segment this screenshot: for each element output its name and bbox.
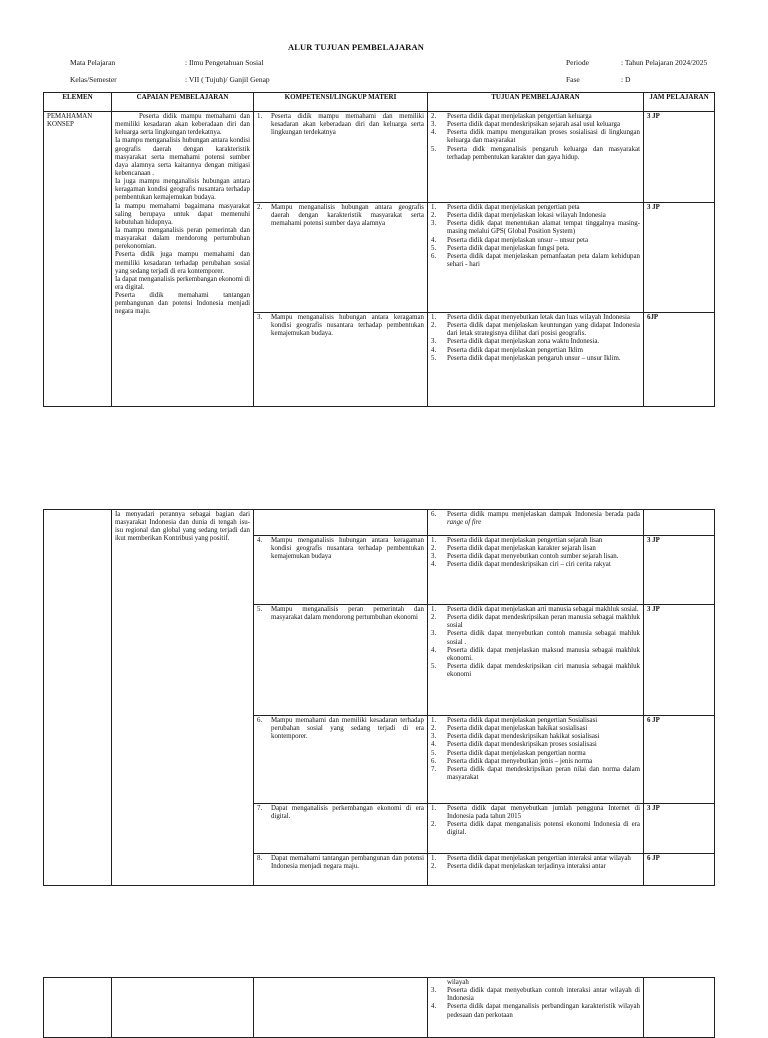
list-item bbox=[431, 855, 640, 863]
kelas-label: Kelas/Semester bbox=[70, 75, 117, 84]
tujuan-cell bbox=[428, 716, 644, 804]
item-text: Peserta didik dapat menjelaskan pengertian Iklim bbox=[447, 346, 584, 354]
item-number: 3. bbox=[431, 338, 437, 346]
item-text: Peserta didik dapat menjelaskan fungsi peta. bbox=[447, 244, 570, 252]
item-number: 3. bbox=[431, 987, 437, 995]
kompetensi-cell-empty bbox=[254, 978, 428, 1038]
list-item bbox=[431, 220, 640, 236]
jam-cell-empty bbox=[644, 978, 715, 1038]
list-item bbox=[431, 537, 640, 545]
list-item bbox=[431, 647, 640, 663]
jam-cell: 6JP bbox=[644, 313, 715, 407]
item-text: Peserta didik dapat menyebutkan contoh manusia sebagai mahluk sosial . bbox=[447, 630, 640, 646]
kompetensi-text: Peserta didik mampu memahami dan memiliki kesadaran akan keberadaan diri dan keluarga serta lingkungan terdekatnya bbox=[271, 113, 424, 137]
item-text: Peserta didik dapat menjelaskan karakter sejarah lisan bbox=[447, 545, 596, 553]
list-item bbox=[431, 561, 640, 569]
jam-cell: 6 JP bbox=[644, 716, 715, 804]
item-text bbox=[447, 511, 640, 527]
kompetensi-cell bbox=[254, 313, 428, 407]
list-item bbox=[431, 741, 640, 749]
list-item bbox=[431, 212, 640, 220]
kompetensi-cell bbox=[254, 854, 428, 886]
item-number: 2. bbox=[431, 614, 437, 622]
item-number: 5. bbox=[431, 749, 437, 757]
list-item bbox=[431, 606, 640, 614]
table-row bbox=[44, 978, 715, 1038]
item-text: Peserta didik dapat menjelaskan pengertian sejarah lisan bbox=[447, 537, 603, 544]
item-text: Peserta didik dapat menjelaskan arti manusia sebagai makhluk sosial. bbox=[447, 606, 639, 613]
list-item bbox=[431, 237, 640, 245]
kompetensi-text: Dapat menganalisis perkembangan ekonomi di era digital. bbox=[271, 805, 424, 821]
list-item bbox=[431, 805, 640, 821]
list-item bbox=[431, 338, 640, 346]
tujuan-list bbox=[431, 113, 640, 162]
document-title: ALUR TUJUAN PEMBELAJARAN bbox=[288, 42, 424, 52]
tujuan-cell bbox=[428, 203, 644, 313]
tujuan-list bbox=[431, 606, 640, 679]
item-text: Peserta didik dapat menjelaskan pemanfaatan peta dalam kehidupan sehari - hari bbox=[447, 252, 640, 268]
item-text: Peserta didik dapat menjelaskan pengertian Sosialisasi bbox=[447, 717, 598, 724]
item-text: Peserta didik dapat menjelaskan terjadinya interaksi antar bbox=[447, 863, 606, 871]
meta-row-class bbox=[0, 75, 768, 87]
kelas-value: : VII ( Tujuh)/ Ganjil Genap bbox=[185, 75, 270, 84]
elemen-cell-empty bbox=[44, 978, 112, 1038]
tujuan-list bbox=[431, 717, 640, 782]
item-text: Peserta didik dapat menjelaskan pengertian interaksi antar wilayah bbox=[447, 855, 631, 862]
capaian-paragraph: Ia mampu menganalisis hubungan antara kondisi geografis daerah dengan karakteristik masyarakat serta memahami potensi sumber daya alamnya serta kaitannya dengan mitigasi kebencanaan . bbox=[115, 137, 250, 177]
item-number: 4. bbox=[431, 561, 437, 569]
kompetensi-text: Mampu memahami dan memiliki kesadaran terhadap perubahan sosial yang sedang terjadi di era kontemporer. bbox=[271, 717, 424, 741]
tujuan-cell bbox=[428, 978, 644, 1038]
elemen-cell-empty bbox=[44, 510, 112, 886]
col-header-kompetensi: KOMPETENSI/LINGKUP MATERI bbox=[254, 93, 428, 112]
kompetensi-cell-empty bbox=[254, 510, 428, 536]
tujuan-list bbox=[431, 979, 640, 1020]
capaian-cell bbox=[112, 510, 254, 886]
jam-cell: 3 JP bbox=[644, 112, 715, 203]
item-number: 2. bbox=[431, 863, 437, 871]
item-text: Peserta didik dapat menjelaskan lokasi wilayah Indonesia bbox=[447, 212, 606, 220]
item-text: Peserta didik dapat menentukan alamat tempat tinggalnya masing-masing melalui GPS( Global Position System) bbox=[447, 220, 640, 236]
capaian-paragraph: Peserta didik mampu memahami dan memiliki kesadaran akan keberadaan diri dan keluarga serta lingkungan terdekatnya. bbox=[115, 113, 250, 137]
item-text: Peserta didik dapat mendeskripsikan peran manusia sebagai makhluk sosial bbox=[447, 614, 640, 630]
item-number: 1. bbox=[431, 606, 437, 613]
col-header-capaian: CAPAIAN PEMBELAJARAN bbox=[112, 93, 254, 112]
item-text: wilayah bbox=[447, 979, 469, 986]
tujuan-cell bbox=[428, 112, 644, 203]
item-text: Peserta didik dapat menjelaskan zona waktu Indonesia. bbox=[447, 338, 600, 346]
list-item bbox=[431, 355, 640, 363]
item-text: Peserta didik dapat mendeskripsikan ciri manusia sebagai makhluk ekonomi bbox=[447, 662, 640, 679]
item-number: 2. bbox=[431, 725, 437, 733]
item-number: 4. bbox=[431, 741, 437, 749]
tujuan-cell bbox=[428, 854, 644, 886]
item-number: 5. bbox=[431, 145, 437, 153]
col-header-tujuan: TUJUAN PEMBELAJARAN bbox=[428, 93, 644, 112]
item-number: 6. bbox=[431, 757, 437, 765]
table-row bbox=[44, 112, 715, 203]
item-number: 1. bbox=[431, 314, 437, 321]
list-item bbox=[431, 979, 640, 987]
list-item bbox=[431, 347, 640, 355]
item-text: Peserta didik dapat menyebutkan letak dan luas wilayah Indonesia bbox=[447, 314, 630, 321]
list-item bbox=[431, 253, 640, 269]
item-text: Peserta didik dapat menyebutkan jenis – jenis norma bbox=[447, 757, 593, 765]
tujuan-list bbox=[431, 511, 640, 527]
jam-cell: 3 JP bbox=[644, 605, 715, 716]
item-text: Peserta didik dapat menganalisis perbandingan karakteristik wilayah pedesaan dan perkotaan bbox=[447, 1003, 640, 1019]
meta-row-subject bbox=[0, 58, 768, 70]
capaian-cell bbox=[112, 112, 254, 407]
item-text: Peserta didik dapat menjelaskan pengaruh unsur – unsur Iklim. bbox=[447, 354, 621, 362]
kompetensi-number: 4. bbox=[257, 537, 263, 544]
item-number: 3. bbox=[431, 121, 437, 129]
alur-table-page-2 bbox=[43, 509, 715, 886]
list-item bbox=[431, 545, 640, 553]
capaian-paragraph: Peserta didik memahami tantangan pembangunan dan potensi Indonesia menjadi negara maju. bbox=[115, 292, 250, 316]
item-number: 7. bbox=[431, 765, 437, 773]
alur-table-page-1 bbox=[43, 92, 715, 407]
kompetensi-cell bbox=[254, 716, 428, 804]
list-item bbox=[431, 614, 640, 630]
jam-cell: 6 JP bbox=[644, 854, 715, 886]
item-text: Peserta didik dapat menjelaskan pengertian keluarga bbox=[447, 113, 592, 120]
item-number: 2. bbox=[431, 113, 437, 120]
fase-value: : D bbox=[621, 75, 631, 84]
item-text-italic: range of fire bbox=[447, 519, 482, 527]
item-number: 1. bbox=[431, 805, 437, 812]
tujuan-cell bbox=[428, 804, 644, 854]
item-number: 5. bbox=[431, 244, 437, 252]
mata-pelajaran-value: : Ilmu Pengetahuan Sosial bbox=[185, 58, 264, 67]
capaian-paragraph: Peserta didik juga mampu memahami dan memiliki kesadaran terhadap perubahan sosial yang sedang terjadi di era kontemporer. bbox=[115, 251, 250, 275]
periode-label: Periode bbox=[566, 58, 589, 67]
mata-pelajaran-label: Mata Pelajaran bbox=[70, 58, 116, 67]
list-item bbox=[431, 121, 640, 129]
item-text: Peserta didik dapat menyebutkan contoh sumber sejarah lisan. bbox=[447, 553, 619, 561]
kompetensi-text: Mampu menganalisis peran pemerintah dan masyarakat dalam mendorong pertumbuhan ekonomi bbox=[271, 606, 424, 622]
item-number: 3. bbox=[431, 553, 437, 561]
item-number: 3. bbox=[431, 220, 437, 228]
item-number: 5. bbox=[431, 662, 437, 670]
item-text: Peserta didik dapat mendeskripsikan ciri – ciri cerita rakyat bbox=[447, 561, 611, 569]
item-number: 4. bbox=[431, 646, 437, 654]
list-item bbox=[431, 630, 640, 646]
tujuan-cell bbox=[428, 605, 644, 716]
item-text: Peserta didik dapat menjelaskan pengertian norma bbox=[447, 749, 586, 757]
list-item bbox=[431, 750, 640, 758]
list-item bbox=[431, 733, 640, 741]
list-item bbox=[431, 511, 640, 527]
list-item bbox=[431, 863, 640, 871]
periode-value: : Tahun Pelajaran 2024/2025 bbox=[621, 58, 708, 67]
capaian-paragraph: Ia juga mampu menganalisis hubungan antara keragaman kondisi geografis nusantara terhadap pembentukan kemajemukan budaya. bbox=[115, 178, 250, 202]
table-row bbox=[44, 510, 715, 536]
item-text: Peserta didk menganalisis pengaruh keluarga dan masyarakat terhadap pembentukan karakter dan gaya hidup. bbox=[447, 145, 640, 161]
item-text: Peserta didik dapat mendeskripsikan proses sosialisasi bbox=[447, 741, 597, 749]
jam-cell: 3 JP bbox=[644, 536, 715, 605]
list-item bbox=[431, 663, 640, 679]
table-header-row bbox=[44, 93, 715, 112]
item-text: Peserta didik dapat menyebutkan jumlah pengguna Internet di Indonesia pada tahun 2015 bbox=[447, 805, 640, 821]
list-item bbox=[431, 1003, 640, 1019]
fase-label: Fase bbox=[566, 75, 580, 84]
item-number: 1. bbox=[431, 204, 437, 211]
jam-cell-empty bbox=[644, 510, 715, 536]
tujuan-cell bbox=[428, 510, 644, 536]
item-text: Peserta didik dapat menyebutkan contoh interaksi antar wilayah di Indonesia bbox=[447, 987, 640, 1003]
item-text: Peserta didik dapat menjelaskan maksud manusia sebagai makhluk ekonomi. bbox=[447, 646, 640, 662]
list-item bbox=[431, 725, 640, 733]
kompetensi-text: Dapat memahami tantangan pembangunan dan potensi Indonesia menjadi negara maju. bbox=[271, 855, 424, 871]
alur-table-page-3 bbox=[43, 977, 715, 1038]
list-item bbox=[431, 766, 640, 782]
kompetensi-number: 8. bbox=[257, 855, 263, 862]
list-item bbox=[431, 553, 640, 561]
item-number: 6. bbox=[431, 511, 437, 518]
capaian-paragraph: Ia mampu memahami bagaimana masyarakat saling berupaya untuk dapat memenuhi kebutuhan hidupnya. bbox=[115, 202, 250, 226]
item-number: 1. bbox=[431, 855, 437, 862]
item-text: Peserta didik mampu menguraikan proses sosialisasi di lingkungan keluarga dan masyarakat bbox=[447, 129, 640, 145]
item-text: Peserta didik dapat menjelaskan unsur – unsur peta bbox=[447, 236, 589, 244]
item-number: 4. bbox=[431, 129, 437, 137]
list-item bbox=[431, 129, 640, 145]
list-item bbox=[431, 204, 640, 212]
kompetensi-text: Mampu menganalisis hubungan antara geografis daerah dengan karakteristik masyarakat serta memahami potensi sumber daya alamnya bbox=[271, 204, 424, 228]
item-text-main: Peserta didik mampu menjelaskan dampak Indonesia berada pada bbox=[447, 511, 640, 518]
kompetensi-number: 7. bbox=[257, 805, 263, 812]
capaian-paragraph: Ia menyadari perannya sebagai bagian dari masyarakat Indonesia dan dunia di tengah isu-isu regional dan global yang sedang terjadi dan ikut memberikan Kontribusi yang positif. bbox=[115, 511, 250, 543]
list-item bbox=[431, 113, 640, 121]
list-item bbox=[431, 987, 640, 1003]
item-text: Peserta didik dapat mendeskripsikan peran nilai dan norma dalam masyarakat bbox=[447, 765, 640, 781]
item-number: 2. bbox=[431, 821, 437, 829]
item-number: 2. bbox=[431, 212, 437, 220]
tujuan-cell bbox=[428, 313, 644, 407]
kompetensi-number: 3. bbox=[257, 314, 263, 321]
tujuan-list bbox=[431, 314, 640, 363]
jam-cell: 3 JP bbox=[644, 203, 715, 313]
list-item bbox=[431, 322, 640, 338]
capaian-paragraph: Ia mampu menganalisis peran pemerintah dan masyarakat dalam mendorong pertumbuhan perekonomian. bbox=[115, 226, 250, 251]
item-number: 4. bbox=[431, 236, 437, 244]
item-number: 1. bbox=[431, 717, 437, 724]
kompetensi-text: Mampu menganalisis hubungan antara keragaman kondisi geografis nusantara terhadap pembentukan kemajemukan budaya. bbox=[271, 314, 424, 338]
tujuan-list bbox=[431, 537, 640, 570]
item-number: 5. bbox=[431, 354, 437, 362]
kompetensi-cell bbox=[254, 804, 428, 854]
tujuan-cell bbox=[428, 536, 644, 605]
kompetensi-cell bbox=[254, 605, 428, 716]
tujuan-list bbox=[431, 805, 640, 838]
item-number: 3. bbox=[431, 733, 437, 741]
item-number: 2. bbox=[431, 322, 437, 330]
item-number: 4. bbox=[431, 346, 437, 354]
item-text: Peserta didik dapat menganalisis potensi ekonomi Indonesia di era digital. bbox=[447, 821, 640, 837]
item-text: Peserta didik dapat mendeskripsikan sejarah asal usul keluarga bbox=[447, 121, 621, 129]
item-number: 4. bbox=[431, 1003, 437, 1011]
capaian-cell-empty bbox=[112, 978, 254, 1038]
item-number: 6. bbox=[431, 252, 437, 260]
kompetensi-cell bbox=[254, 112, 428, 203]
elemen-cell: PEMAHAMAN KONSEP bbox=[44, 112, 112, 407]
item-text: Peserta didik dapat menjelaskan hakikat sosialisasi bbox=[447, 725, 588, 733]
kompetensi-number: 6. bbox=[257, 717, 263, 724]
kompetensi-number: 5. bbox=[257, 606, 263, 613]
list-item bbox=[431, 758, 640, 766]
item-number: 1. bbox=[431, 537, 437, 544]
list-item bbox=[431, 245, 640, 253]
item-number bbox=[431, 979, 444, 987]
list-item bbox=[431, 314, 640, 322]
item-number: 2. bbox=[431, 545, 437, 553]
capaian-paragraph: Ia dapat menganalisis perkembangan ekonomi di era digital. bbox=[115, 275, 250, 291]
list-item bbox=[431, 821, 640, 837]
item-text: Peserta didik dapat menjelaskan keuntungan yang didapat Indonesia dari letak strategisnya dilihat dari posisi geografis. bbox=[447, 322, 640, 338]
item-text: Peserta didik dapat menjelaskan pengertian peta bbox=[447, 204, 580, 211]
kompetensi-text: Mampu menganalisis hubungan antara keragaman kondisi geografis nusantara terhadap pembentukan kemajemukan budaya bbox=[271, 537, 424, 561]
col-header-elemen: ELEMEN bbox=[44, 93, 112, 112]
list-item bbox=[431, 146, 640, 162]
item-number: 3. bbox=[431, 630, 437, 638]
tujuan-list bbox=[431, 855, 640, 871]
item-text: Peserta didik dapat mendeskripsikan hakikat sosialisasi bbox=[447, 733, 600, 741]
kompetensi-number: 1. bbox=[257, 113, 263, 120]
tujuan-list bbox=[431, 204, 640, 269]
kompetensi-number: 2. bbox=[257, 204, 263, 211]
kompetensi-cell bbox=[254, 536, 428, 605]
col-header-jam: JAM PELAJARAN bbox=[644, 93, 715, 112]
jam-cell: 3 JP bbox=[644, 804, 715, 854]
list-item bbox=[431, 717, 640, 725]
kompetensi-cell bbox=[254, 203, 428, 313]
